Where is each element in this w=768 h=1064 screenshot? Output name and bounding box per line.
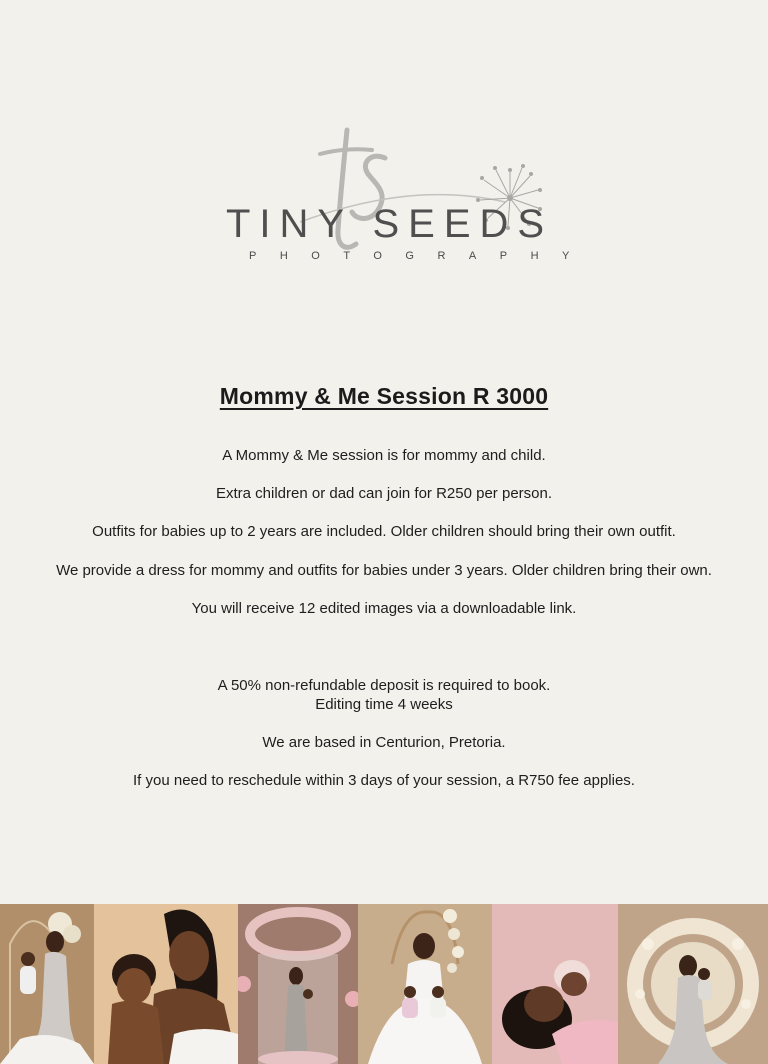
info-line-dress: We provide a dress for mommy and outfits for babies under 3 years. Older children bring their own. (56, 562, 712, 579)
photo-gallery (0, 904, 768, 1064)
info-line-extra-people: Extra children or dad can join for R250 per person. (215, 485, 553, 502)
info-line-session: A Mommy & Me session is for mommy and child. (222, 447, 546, 464)
logo-wordmark: TINY SEEDS (226, 202, 554, 246)
info-line-reschedule: If you need to reschedule within 3 days of your session, a R750 fee applies. (133, 772, 635, 789)
info-line-images: You will receive 12 edited images via a downloadable link. (191, 600, 577, 617)
info-line-outfits-babies: Outfits for babies up to 2 years are included. Older children should bring their own outfit. (92, 523, 676, 540)
info-line-deposit: A 50% non-refundable deposit is required to book. (217, 677, 551, 694)
photo-mother-daughter-gown-floral-chair (0, 904, 94, 1064)
info-line-location: We are based in Centurion, Pretoria. (262, 734, 506, 751)
photo-mother-baby-pink-tulle (492, 904, 618, 1064)
logo-tagline: PHOTOGRAPHY (249, 250, 593, 262)
photo-mother-child-floral-arch (238, 904, 358, 1064)
info-line-editing-time: Editing time 4 weeks (315, 696, 453, 713)
photo-mother-son-portrait (94, 904, 238, 1064)
session-title: Mommy & Me Session R 3000 (219, 383, 549, 409)
photo-mother-twins-white-dress (358, 904, 492, 1064)
photo-mother-daughter-floral-ring (618, 904, 768, 1064)
